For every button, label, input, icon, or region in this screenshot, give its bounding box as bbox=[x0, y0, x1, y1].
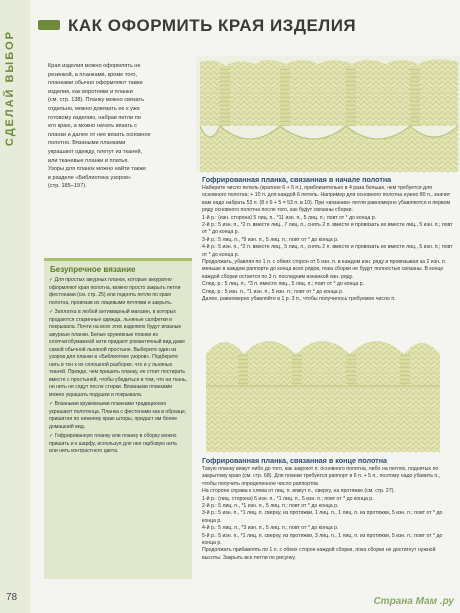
intro-line: (стр. 185–197). bbox=[48, 183, 87, 190]
intro-line: отдельно, можно довязать ее к уже bbox=[48, 105, 140, 112]
paragraph: 3-й р.: 5 изн. п., *1 лиц. п. сверху, из протяжки, 1 лиц. п., 1 лиц. п. из протяжки, 5 изн. п.; повт от * до конца р. bbox=[202, 510, 443, 524]
tips-list bbox=[44, 277, 192, 456]
site-watermark: Страна Мам .ру bbox=[373, 596, 454, 607]
intro-line: полотно. Вязаными планками bbox=[48, 140, 126, 147]
paragraph: 1-й р.: (изн. сторона) 5 лиц. п., *11 изн. п., 5 лиц. п.; повт от * до конца р. bbox=[202, 214, 377, 221]
tip-item: ✓ Гофрированную планку или планку в сборку можно пришить и к шарфу, используя для нее гарбовую нить или нить контрастного цвета. bbox=[49, 433, 178, 454]
intro-line: изделия, как воротники и планки bbox=[48, 88, 133, 95]
intro-text bbox=[48, 62, 196, 191]
page-number: 78 bbox=[6, 592, 18, 603]
paragraph: На стороне справа к слева от лиц. п. вяжут п., сверху, на протяжке (см. стр. 27). bbox=[202, 488, 395, 495]
side-strip bbox=[0, 0, 30, 613]
intro-line: готовому изделию, набрав петли по bbox=[48, 114, 141, 121]
section-body-1 bbox=[202, 185, 454, 304]
paragraph: 4-й р.: 5 лиц. п., *3 изн. п., 5 лиц. п.; повт от * до конца р. bbox=[202, 525, 339, 532]
section-body-2 bbox=[202, 466, 454, 562]
paragraph: Далее, равномерно убавляйте в 1 р. 3 п., чтобы получилось требуемое число п. bbox=[202, 296, 396, 303]
tip-item: ✓ Для простых ажурных планок, которые аккуратно оформляют края полотна, можно просто закрыть петли фестонами (см. стр. 25) или поднять петли по краю полотна, провязав их лицевыми петлями и закрыть. bbox=[49, 277, 181, 306]
ruffle-sample-photo-bottom bbox=[200, 326, 444, 452]
intro-line: Узоры для планок можно найти также bbox=[48, 166, 147, 173]
paragraph: 2-й р.: 5 изн. п., *2 п. вместе лиц., 7 лиц. п., снять 2 п. вместе и провязать их вместе лиц., 5 изн. п.; повт от * до конца р. bbox=[202, 222, 453, 236]
paragraph: 2-й р.: 5 лиц. п., *1 изн. п., 5 лиц. п.; повт от * до конца р. bbox=[202, 503, 339, 510]
intro-line: его краю, а можно начать вязать с bbox=[48, 123, 138, 130]
page-header bbox=[30, 14, 460, 38]
header-bullet-icon bbox=[38, 18, 60, 32]
paragraph: След. р.: 5 лиц. п., *3 п. вместе лиц., 5 лиц. п.; повт от * до конца р. bbox=[202, 281, 365, 288]
intro-line: украшают одежду, плетут из тканей, bbox=[48, 148, 143, 155]
paragraph: Такую планку вяжут либо до того, как закроют п. основного полотна, либо на петлях, поднятых по закрытому краю (см. стр. 68). Для планки требуется раппорт в 6 п. + 5 п., поэтому надо убавить п., чтобы получить определенное число раппортов. bbox=[202, 466, 441, 487]
tips-sidebar bbox=[44, 258, 192, 579]
paragraph: Продолжать, убавляя по 1 п. с обеих сторон от 5 изн. п. в каждом изн. ряду и провязывая за 2 изн. п. меньше в каждом раппорте до конца всех рядов, пока сборки не будут полностью связаны. В конце каждой сборки остается по 3 п. последним изнанкой изн. ряду. bbox=[202, 259, 447, 280]
paragraph: 4-й р.: 5 изн. п., *2 п. вместе лиц., 5 лиц. п., снять 2 п. вместе и провязать их вместе лиц., 5 изн. п.; повт от * до конца р. bbox=[202, 244, 453, 258]
paragraph: 3-й р.: 5 лиц. п., *9 изн. п., 5 лиц. п.; повт от * до конца р. bbox=[202, 236, 339, 243]
intro-line: резинкой, а планками, кроме того, bbox=[48, 71, 138, 78]
section-label: СДЕЛАЙ ВЫБОР bbox=[4, 30, 16, 147]
intro-line: планки и далее от нее вязать основное bbox=[48, 131, 151, 138]
intro-line: или тканевые планки и платья. bbox=[48, 157, 129, 164]
knit-sample-illustration bbox=[196, 56, 460, 172]
paragraph: След. р.: 5 изн. п., *1 изн. п., 5 изн. п.; повт от * до конца р. bbox=[202, 288, 344, 295]
paragraph: 5-й р.: 5 изн. п., *1 лиц. п. сверху, из протяжки, 3 лиц. п., 1 лиц. п. из протяжки, 5 изн. п.; повт от * до конца р. bbox=[202, 532, 443, 547]
ruffle-sample-photo-top bbox=[196, 56, 460, 172]
paragraph: 1-й р.: (лиц. сторона) 5 изн. п., *1 лиц. п., 5 изн. п.; повт от * до конца р. bbox=[202, 495, 374, 502]
intro-line: (см. стр. 138). Планку можно связать bbox=[48, 97, 144, 104]
intro-line: в разделе «Библиотека узоров» bbox=[48, 174, 132, 181]
sidebar-title: Безупречное вязание bbox=[50, 265, 136, 274]
section-heading-1: Гофрированная планка, связанная в начале полотна bbox=[202, 175, 392, 184]
knit-sample-illustration bbox=[200, 326, 444, 452]
section-heading-2: Гофрированная планка, связанная в конце полотна bbox=[202, 456, 388, 465]
intro-line: планками обычно оформляют также bbox=[48, 80, 143, 87]
paragraph: Наберите число петель (кратное 6 + 5 п.), приблизительно в 4 раза больше, чем требуется для основного полотна; + 10 п. для каждой 6 петель. Например для основного полотна нужно 80 п., значит вам надо набрать 53 п. (8 х 6 + 5 = 53 п. в 10). При «вязании» петли равномерно убавляются и первом ряду основного полотна после того, как будут связаны сборки. bbox=[202, 185, 451, 214]
intro-line: Края изделия можно оформлять не bbox=[48, 63, 141, 69]
page-title: КАК ОФОРМИТЬ КРАЯ ИЗДЕЛИЯ bbox=[68, 16, 357, 35]
tip-item: ✓ Вязаными кружевными планками традиционно украшают полотенца. Планка с фестонами как в образце, пришитая по нижнему краю шторы, придаст им более домашний вид. bbox=[49, 401, 187, 430]
tip-item: ✓ Заплатка в любой антикварный магазин, в которых продаются старинные одежда, льняные салфетки и покрывала. Почти на всех этих изделиях будут вязаные ажурные планки. Белые кружевные планки из хлопчатобумажной нити придают романтичный вид даже самой обычной льняной простыне. Выберите один из узоров для планки в «Библиотеке узоров». Подберите нить в тон к их сплошной разборке, что и у льняных тканей. Прежде, чем пришить планку, ее стоит постирать вместе с простыней, чтобы убедиться в том, что ни ткань, ни нить не сядут после стирки. Вязаными планками можно украшать подушки и покрывала. bbox=[49, 309, 187, 398]
paragraph: Продолжать прибавлять по 1 п. с обеих сторон каждой сборки, пока сборки не достигнут нужной высоты. Закрыть все петли по рисунку. bbox=[202, 547, 436, 561]
